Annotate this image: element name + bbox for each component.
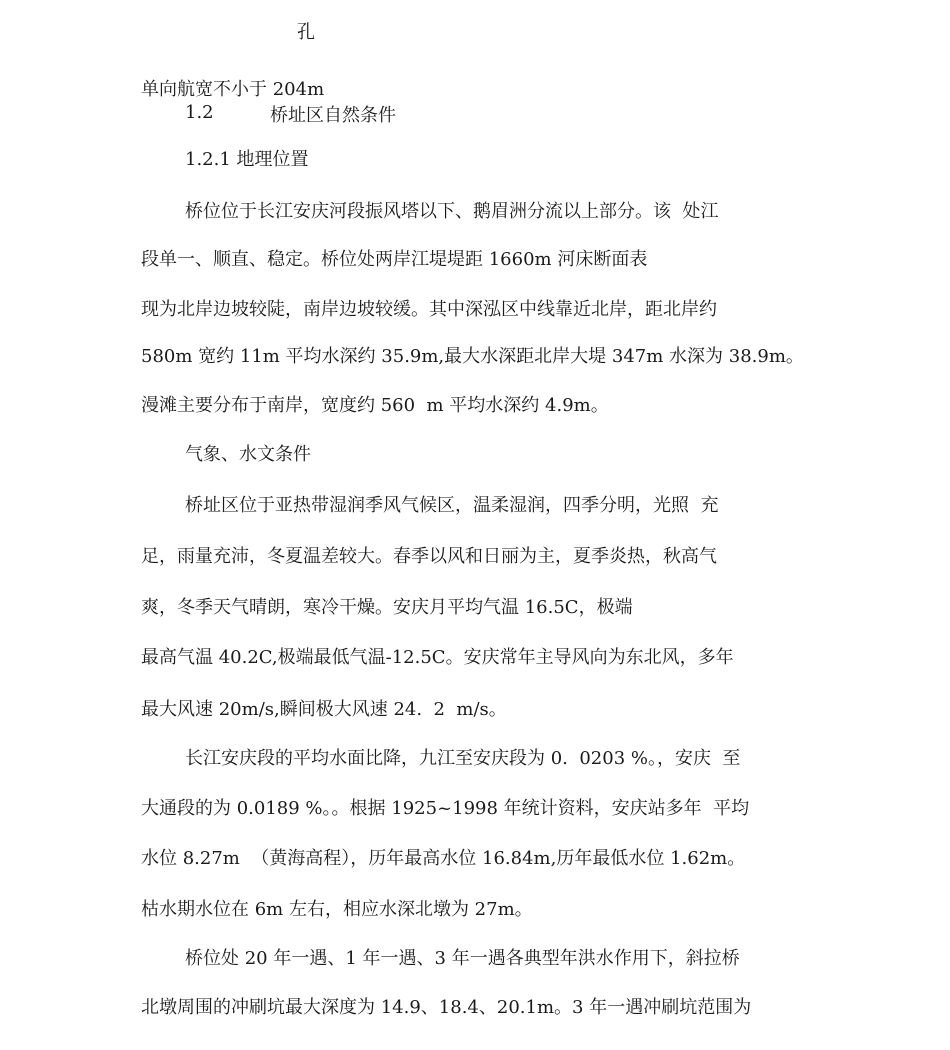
fragment-kong: 孔 <box>297 22 315 43</box>
paragraph-line: 枯水期水位在 6m 左右，相应水深北墩为 27m。 <box>141 899 533 920</box>
paragraph-line: 580m 宽约 11m 平均水深约 35.9m,最大水深距北岸大堤 347m 水深为 38.9m。 <box>141 346 804 367</box>
paragraph-line: 水位 8.27m （黄海高程），历年最高水位 16.84m,历年最低水位 1.62m。 <box>141 848 746 869</box>
section-title: 桥址区自然条件 <box>270 105 396 126</box>
paragraph-line: 漫滩主要分布于南岸，宽度约 560 m 平均水深约 4.9m。 <box>141 395 609 416</box>
paragraph-line: 爽，冬季天气晴朗，寒冷干燥。安庆月平均气温 16.5C，极端 <box>141 597 633 618</box>
paragraph-line: 最高气温 40.2C,极端最低气温-12.5C。安庆常年主导风向为东北风，多年 <box>141 647 734 668</box>
section-number: 1.2 <box>185 102 214 123</box>
paragraph-line: 最大风速 20m/s,瞬间极大风速 24. 2 m/s。 <box>141 699 507 720</box>
paragraph-line: 长江安庆段的平均水面比降，九江至安庆段为 0. 0203 %。，安庆 至 <box>185 748 741 769</box>
paragraph-line: 足，雨量充沛，冬夏温差较大。春季以风和日丽为主，夏季炎热，秋高气 <box>141 546 717 567</box>
paragraph-line: 桥位处 20 年一遇、1 年一遇、3 年一遇各典型年洪水作用下，斜拉桥 <box>185 948 740 969</box>
navigation-width-note: 单向航宽不小于 204m <box>141 79 325 100</box>
paragraph-line: 大通段的为 0.0189 %。。根据 1925~1998 年统计资料，安庆站多年 平均 <box>141 798 750 819</box>
paragraph-line: 桥位位于长江安庆河段振风塔以下、鹅眉洲分流以上部分。该 处江 <box>185 201 719 222</box>
paragraph-line: 段单一、顺直、稳定。桥位处两岸江堤堤距 1660m 河床断面表 <box>141 249 648 270</box>
subsection-heading-climate: 气象、水文条件 <box>185 444 311 465</box>
paragraph-line: 桥址区位于亚热带湿润季风气候区，温柔湿润，四季分明，光照 充 <box>185 495 719 516</box>
subsection-heading-geography: 1.2.1 地理位置 <box>185 149 309 170</box>
paragraph-line: 北墩周围的冲刷坑最大深度为 14.9、18.4、20.1m。3 年一遇冲刷坑范围为 <box>141 997 752 1018</box>
paragraph-line: 现为北岸边坡较陡，南岸边坡较缓。其中深泓区中线靠近北岸，距北岸约 <box>141 299 717 320</box>
